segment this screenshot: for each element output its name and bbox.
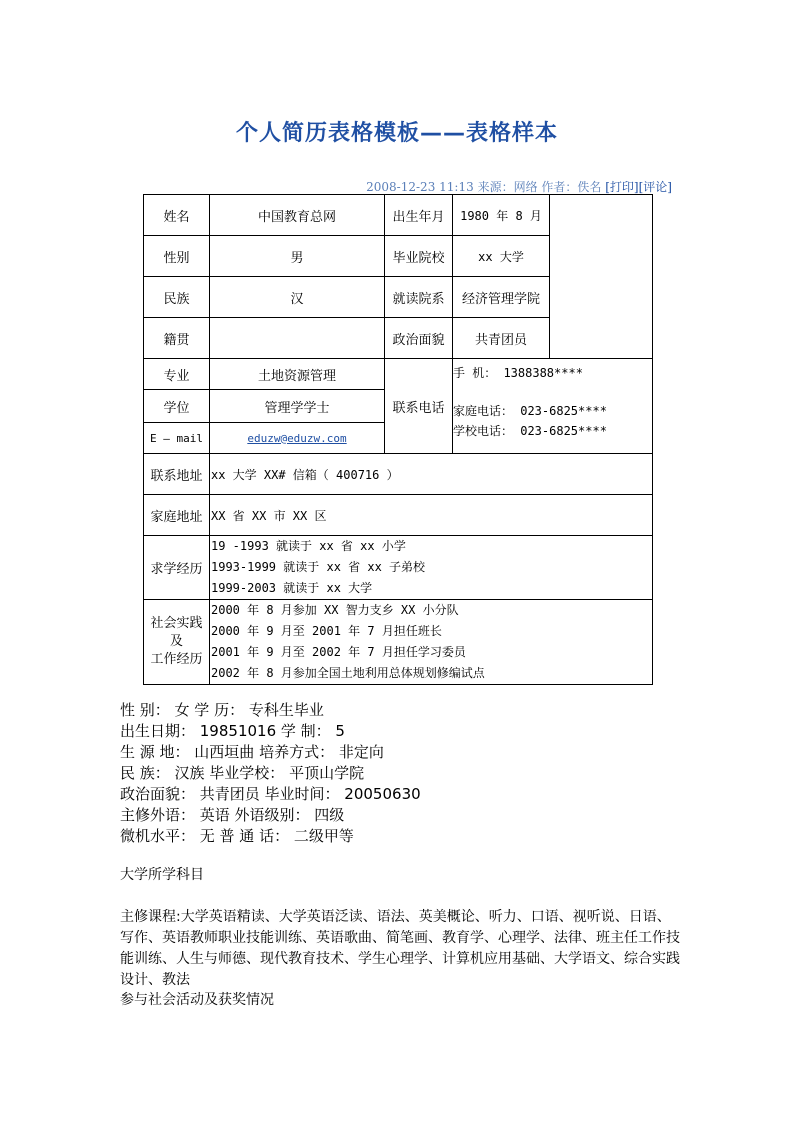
- meta-source: 来源：网络: [477, 180, 538, 194]
- work-lines: [210, 600, 653, 685]
- education-line: 1993-1999 就读于 xx 省 xx 子弟校: [211, 560, 426, 574]
- photo-cell: [550, 195, 653, 359]
- name-label: 姓名: [144, 195, 210, 236]
- name-value: 中国教育总网: [210, 195, 385, 236]
- info-line: 出生日期： 19851016 学 制： 5: [120, 722, 345, 740]
- phone-cell: [453, 359, 653, 454]
- work-label: [144, 600, 210, 685]
- native-value: [210, 318, 385, 359]
- major-value: 土地资源管理: [210, 359, 385, 390]
- address-label: 联系地址: [144, 454, 210, 495]
- personal-info: [120, 700, 680, 847]
- education-line: 1999-2003 就读于 xx 大学: [211, 581, 373, 595]
- info-line: 生 源 地： 山西垣曲 培养方式： 非定向: [120, 743, 384, 761]
- info-line: 微机水平： 无 普 通 话： 二级甲等: [120, 827, 354, 845]
- phone-label: 联系电话: [385, 359, 453, 454]
- page-title: 个人简历表格模板——表格样本: [235, 121, 558, 146]
- subjects-heading: 大学所学科目: [120, 867, 204, 883]
- meta-author: 作者：佚名: [541, 180, 602, 194]
- birth-label: 出生年月: [385, 195, 453, 236]
- info-line: 民 族： 汉族 毕业学校： 平顶山学院: [120, 764, 365, 782]
- email-label: E — mail: [144, 423, 210, 454]
- mobile-phone: 手 机： 1388388****: [453, 366, 583, 380]
- dept-label: 就读院系: [385, 277, 453, 318]
- work-line: 2000 年 9 月至 2001 年 7 月担任班长: [211, 624, 442, 638]
- address-value: xx 大学 XX# 信箱（ 400716 ）: [210, 454, 653, 495]
- degree-label: 学位: [144, 390, 210, 423]
- education-lines: [210, 536, 653, 600]
- courses-paragraph: 主修课程:大学英语精读、大学英语泛读、语法、英美概论、听力、口语、视听说、日语、写作、英语教师职业技能训练、英语歌曲、简笔画、教育学、心理学、法律、班主任工作技能训练、人生与师德、现代教育技术、学生心理学、计算机应用基础、大学语文、综合实践设计、教法: [120, 909, 680, 988]
- ethnic-value: 汉: [210, 277, 385, 318]
- major-label: 专业: [144, 359, 210, 390]
- political-value: 共青团员: [453, 318, 550, 359]
- school-value: xx 大学: [453, 236, 550, 277]
- work-label-line-2: 及: [169, 634, 183, 649]
- article-meta: [366, 178, 672, 195]
- home-address-value: XX 省 XX 市 XX 区: [210, 495, 653, 536]
- meta-datetime: 2008-12-23 11:13: [366, 180, 474, 194]
- gender-label: 性别: [144, 236, 210, 277]
- info-line: 主修外语： 英语 外语级别： 四级: [120, 806, 345, 824]
- home-address-label: 家庭地址: [144, 495, 210, 536]
- dept-value: 经济管理学院: [453, 277, 550, 318]
- degree-value: 管理学学士: [210, 390, 385, 423]
- print-link[interactable]: [打印]: [605, 180, 639, 194]
- comment-link[interactable]: [评论]: [638, 180, 672, 194]
- work-label-line-3: 工作经历: [150, 652, 203, 667]
- native-label: 籍贯: [144, 318, 210, 359]
- education-label: 求学经历: [144, 536, 210, 600]
- home-phone: 家庭电话： 023-6825****: [453, 404, 607, 418]
- work-line: 2001 年 9 月至 2002 年 7 月担任学习委员: [211, 645, 466, 659]
- info-line: 政治面貌： 共青团员 毕业时间： 20050630: [120, 785, 421, 803]
- info-line: 性 别： 女 学 历： 专科生毕业: [120, 701, 324, 719]
- education-line: 19 -1993 就读于 xx 省 xx 小学: [211, 539, 406, 553]
- school-phone: 学校电话： 023-6825****: [453, 424, 607, 438]
- political-label: 政治面貌: [385, 318, 453, 359]
- activities-heading: 参与社会活动及获奖情况: [120, 992, 274, 1008]
- school-label: 毕业院校: [385, 236, 453, 277]
- email-link[interactable]: eduzw@eduzw.com: [247, 431, 347, 445]
- birth-value: 1980 年 8 月: [453, 195, 550, 236]
- work-label-line-1: 社会实践: [150, 616, 203, 631]
- email-value[interactable]: [210, 423, 385, 454]
- work-line: 2000 年 8 月参加 XX 智力支乡 XX 小分队: [211, 603, 459, 617]
- gender-value: 男: [210, 236, 385, 277]
- ethnic-label: 民族: [144, 277, 210, 318]
- resume-table: [143, 194, 653, 685]
- work-line: 2002 年 8 月参加全国土地利用总体规划修编试点: [211, 666, 485, 680]
